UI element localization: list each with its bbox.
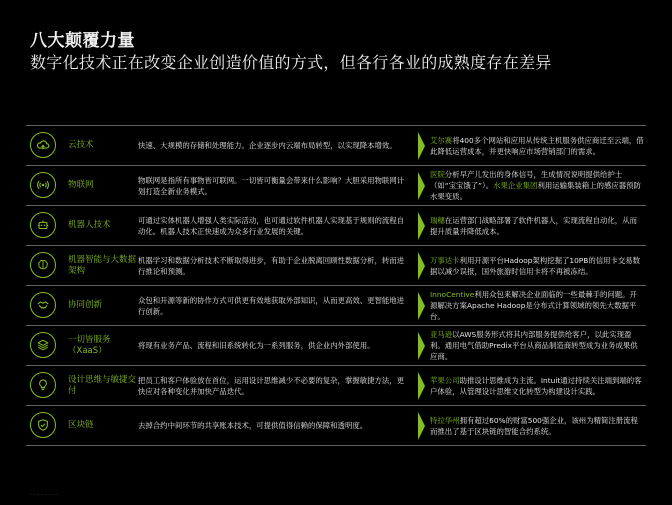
row-example (430, 126, 644, 165)
example-company: 艾尔赛 (430, 135, 453, 145)
row-label: 云技术 (68, 140, 94, 150)
lightbulb-icon (30, 372, 56, 398)
example-company: 医院 (430, 170, 445, 179)
row-example (430, 366, 644, 405)
row-description: 把员工和客户体验放在首位，运用设计思维减少不必要的复杂，掌握敏捷方法，更快应对各种变化并加快产品迭代。 (138, 375, 405, 396)
example-company: 瑞穗 (430, 215, 445, 225)
chevron-right-icon (412, 369, 430, 402)
row-description: 物联网是指所有事物皆可联网。一切皆可衡量会带来什么影响？大胆采用物联网计划打造全新业务模式。 (138, 175, 405, 196)
row-example (430, 246, 644, 285)
row-label: 协同创新 (68, 300, 103, 310)
chevron-right-icon (412, 249, 430, 282)
page-title: 八大颠覆力量 (30, 31, 135, 51)
example-text: 在运营部门战略部署了软件机器人，实现流程自动化，从而提升质量并降低成本。 (430, 215, 637, 236)
example-company-2: 水果企业集团 (493, 181, 538, 190)
example-text: 将400多个网站和应用从传统主机服务供应商迁至云端，借此降低运营成本，并更快响应市场营销部门的需求。 (430, 135, 644, 156)
example-text: 以AWS服务形式将其内部服务提供给客户，以此实现盈利。通用电气借助Predix平台从商品制造商转型成为业务成果供应商。 (430, 330, 638, 361)
row-example (430, 326, 644, 365)
example-company: 万事达卡 (430, 255, 460, 265)
chevron-right-icon (412, 409, 430, 442)
row-example (430, 166, 644, 205)
row-label: 物联网 (68, 180, 94, 190)
example-text: 助推设计思维成为主流。Intuit通过持续关注端到端的客户体验，从管理设计思维文化转型为构建设计实践。 (430, 375, 642, 396)
brain-icon (30, 252, 56, 278)
row-description: 机器学习和数据分析技术不断取得进步，有助于企业脱离回顾性数据分析，转而进行推论和预测。 (138, 255, 405, 276)
example-text: 分析早产儿发出的身体信号，生成情况说明提供给护士（如“宝宝饿了”）。 (430, 170, 623, 190)
example-company: 苹果公司 (430, 375, 460, 385)
chevron-right-icon (412, 329, 430, 362)
row-label: 机器智能与大数据架构 (68, 254, 137, 276)
example-text: 拥有超过60%的财富500强企业，该州为精简注册流程而推出了基于区块链的智能合约系统。 (430, 415, 638, 436)
chevron-right-icon (412, 209, 430, 242)
table-row (26, 245, 646, 285)
service-stack-icon (30, 332, 56, 358)
row-description: 去掉合约中间环节的共享账本技术，可提供值得信赖的保障和透明度。 (138, 421, 368, 430)
footer-text: · · · · · · · · (30, 492, 59, 499)
example-text: 利用开源平台Hadoop架构挖掘了10PB的信用卡交易数据以减少误报，国外旅游时信用卡将不再被冻结。 (430, 255, 641, 276)
table-row (26, 405, 646, 446)
table-row (26, 205, 646, 245)
table-row (26, 285, 646, 325)
row-example (430, 206, 644, 245)
example-text: 利用众包来解决企业面临的一些最棘手的问题。开源解决方案Apache Hadoop是分布式计算领域的领先大数据平台。 (430, 290, 637, 321)
row-label: 一切皆服务（XaaS） (68, 334, 111, 356)
row-description: 可通过实体机器人增强人类实际活动，也可通过软件机器人实现基于规则的流程自动化。机器人技术正快速成为众多行业发展的关键。 (138, 215, 405, 236)
table-row (26, 125, 646, 165)
iot-signal-icon (30, 172, 56, 198)
cloud-icon (30, 132, 56, 158)
row-label: 机器人技术 (68, 220, 111, 230)
robot-icon (30, 212, 56, 238)
row-description: 快速、大规模的存储和处理能力。企业逐步内云端布局转型，以实现降本增效。 (138, 141, 397, 150)
page-subtitle: 数字化技术正在改变企业创造价值的方式，但各行各业的成熟度存在差异 (30, 53, 552, 72)
example-company: InnoCentive (430, 290, 475, 299)
example-company: 亚马逊 (430, 330, 453, 339)
row-example (430, 286, 644, 325)
row-description: 众包和开源等新的协作方式可供更有效地获取外部知识，从而更高效、更智能地进行创新。 (138, 295, 405, 316)
row-label: 设计思维与敏捷交付 (68, 374, 137, 396)
chevron-right-icon (412, 129, 430, 162)
handshake-icon (30, 292, 56, 318)
example-text-2: 利用运输集装箱上的感应器预防水果变质。 (430, 181, 641, 201)
table-row (26, 325, 646, 365)
chevron-right-icon (412, 169, 430, 202)
row-example (430, 406, 644, 445)
row-label: 区块链 (68, 420, 94, 430)
table-row (26, 165, 646, 205)
shield-check-icon (30, 412, 56, 438)
table-row (26, 365, 646, 405)
chevron-right-icon (412, 289, 430, 322)
example-company: 特拉华州 (430, 415, 460, 425)
disruptive-forces-table (26, 125, 646, 446)
row-description: 将现有业务产品、流程和旧系统转化为一系列服务，供企业内外部使用。 (138, 341, 375, 350)
